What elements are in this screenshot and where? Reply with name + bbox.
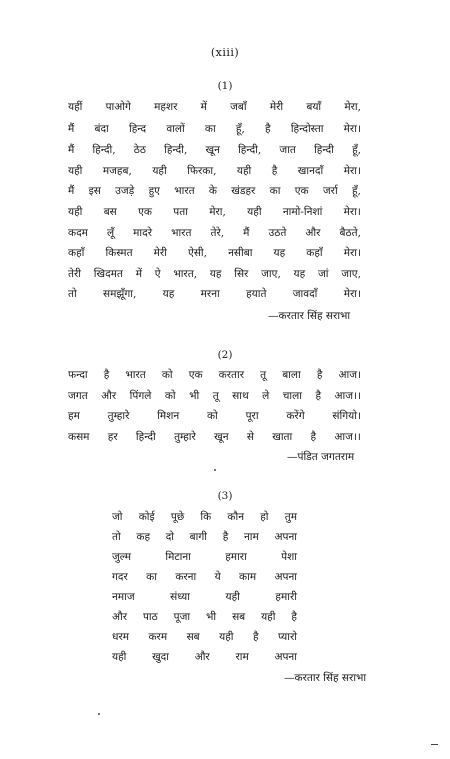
verse-line: नमाज संध्या यही हमारी xyxy=(112,591,297,603)
poem-number: (2) xyxy=(217,349,233,361)
poem-number: (3) xyxy=(217,490,233,502)
verse-line: कसम हर हिन्दी तुम्हारे खून से खाता है आज।। xyxy=(68,431,361,443)
verse-line: यहीं पाओगे महशर में जबाँ मेरी बयाँ मेरा, xyxy=(68,101,361,113)
verse-line: मैं इस उजड़े हुए भारत के खंडहर का एक जर्रा हूँ, xyxy=(68,185,361,197)
verse-line: तो कह दो बागी है नाम अपना xyxy=(112,531,297,543)
poem-attribution: —पंडित जगतराम xyxy=(287,451,355,463)
verse-line: धरम करम सब यही है प्यारो xyxy=(112,631,297,643)
verse-line: जुल्म मिटाना हमारा पेशा xyxy=(112,551,297,563)
verse-line: जगत और पिंगले को भी तू साथ ले चाला है आज।। xyxy=(68,390,361,402)
verse-line: जो कोई पूछे कि कौन हो तुम xyxy=(112,511,297,523)
page-number: (xiii) xyxy=(210,46,240,59)
stray-mark xyxy=(214,469,216,471)
verse-line: मैं हिन्दी, ठेठ हिन्दी, खून हिन्दी, जात हिन्दी हूँ, xyxy=(68,144,361,156)
verse-line: कहाँ किस्मत मेरी ऐसी, नसीबा यह कहाँ मेरा। xyxy=(68,247,361,259)
verse-line: फन्दा है भारत को एक करतार तू बाला है आज। xyxy=(68,369,361,381)
verse-line: यही मजहब, यही फिरका, यही है खानदाँ मेरा। xyxy=(68,165,361,177)
stray-mark xyxy=(431,744,438,745)
poem-attribution: —करतार सिंह सराभा xyxy=(268,310,351,322)
verse-line: तो समझूँगा, यह मरना हयाते जावदाँ मेरा। xyxy=(68,288,361,300)
verse-line: मैं बंदा हिन्द वालों का हूँ, है हिन्दोस्ता मेरा। xyxy=(68,123,361,135)
verse-line: यही बस एक पता मेरा, यही नामो-निशां मेरा। xyxy=(68,206,361,218)
poem-attribution: —करतार सिंह सराभा xyxy=(284,672,367,684)
verse-line: हम तुम्हारे मिशन को पूरा करेंगे संगियो। xyxy=(68,410,361,422)
verse-line: गदर का करना ये काम अपना xyxy=(112,571,297,583)
verse-line: यही खुदा और राम अपना xyxy=(112,651,297,663)
stray-mark xyxy=(98,713,100,715)
verse-line: कदम लूँ मादरे भारत तेरे, मैं उठते और बैठते, xyxy=(68,227,361,239)
verse-line: और पाठ पूजा भी सब यही है xyxy=(112,611,297,623)
verse-line: तेरी खिदमत में ऐ भारत, यह सिर जाए, यह जां जाए, xyxy=(68,268,361,280)
poem-number: (1) xyxy=(217,80,233,92)
